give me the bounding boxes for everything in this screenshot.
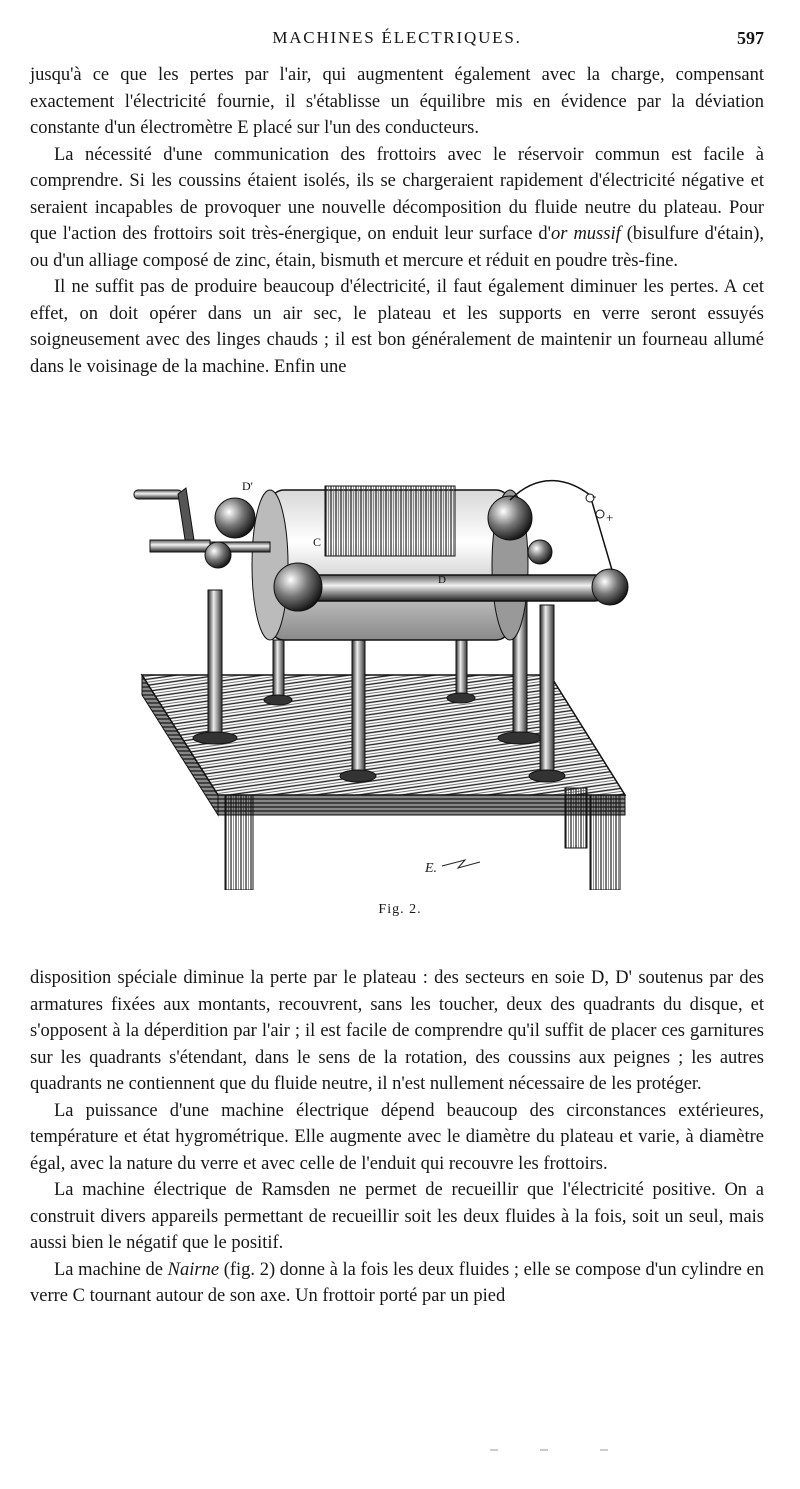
running-title: MACHINES ÉLECTRIQUES.: [272, 28, 522, 47]
figure-nairne-machine: [120, 470, 660, 890]
label-c: C: [313, 535, 322, 549]
engraver-signature: E.: [425, 861, 438, 876]
text-run: (fig. 2) donne à la fois les deux fluides ; elle se compose d'un cylindre en verre C tournant autour de son axe. Un frottoir porté par un pied: [30, 1259, 764, 1306]
label-d-prime: D': [242, 479, 253, 493]
body-text-top: [30, 62, 764, 380]
paragraph-continued: jusqu'à ce que les pertes par l'air, qui augmentent également avec la charge, compensant exactement l'électricité fournie, il s'établisse un équilibre mis en évidence par la déviation constante d'un électromètre E placé sur l'un des conducteurs.: [30, 65, 764, 138]
italic-term: or mussif: [551, 224, 621, 244]
scan-marks: [490, 1448, 630, 1452]
paragraph-nairne: [30, 1257, 764, 1310]
running-head: [30, 28, 764, 54]
paragraph-frottoirs: [30, 142, 764, 275]
text-run: (bisulfure d'étain), ou d'un alliage composé de zinc, étain, bismuth et mercure et réduit en poudre très-fine.: [30, 224, 764, 271]
text-run: La nécessité d'une communication des frottoirs avec le réservoir commun est facile à comprendre. Si les coussins étaient isolés, ils se chargeraient rapidement d'électricité négative et seraient incapables de provoquer une nouvelle décomposition du fluide neutre du plateau. Pour que l'action des frottoirs soit très-énergique, on enduit leur surface d': [30, 144, 764, 244]
page-number: 597: [737, 28, 764, 48]
paragraph-ramsden: La machine électrique de Ramsden ne permet de recueillir que l'électricité positive. On a construit divers appareils permettant de recueillir soit les deux fluides à la fois, soit un seul, mais aussi bien le négatif que le positif.: [30, 1180, 764, 1253]
label-plus: +: [606, 510, 614, 525]
italic-term: Nairne: [167, 1259, 220, 1280]
label-minus: -: [592, 488, 597, 503]
paragraph-pertes: Il ne suffit pas de produire beaucoup d'électricité, il faut également diminuer les pertes. A cet effet, on doit opérer dans un air sec, le plateau et les supports en verre seront essuyés soigneusement avec des linges chauds ; il est bon généralement de maintenir un fourneau allumé dans le voisinage de la machine. Enfin une: [30, 277, 764, 377]
machine-engraving: [120, 470, 660, 890]
paragraph-puissance: La puissance d'une machine électrique dépend beaucoup des circonstances extérieures, température et état hygrométrique. Elle augmente avec le diamètre du plateau et varie, à diamètre égal, avec la nature du verre et avec celle de l'enduit qui recouvre les frottoirs.: [30, 1100, 764, 1174]
figure-caption: Fig. 2.: [378, 902, 422, 917]
text-run: La machine de: [54, 1259, 168, 1280]
body-text-bottom: [30, 965, 764, 1310]
paragraph-continued: disposition spéciale diminue la perte par le plateau : des secteurs en soie D, D' soutenus par des armatures fixées aux montants, recouvrent, sans les toucher, deux des quadrants du disque, et s'opposent à la déperdition par l'air ; il est facile de comprendre qu'il suffit de placer ces garnitures sur les quadrants s'étendant, dans le sens de la rotation, des coussins aux peignes ; les autres quadrants ne contiennent que du fluide neutre, il n'est nullement nécessaire de les protéger.: [30, 968, 764, 1094]
label-d: D: [438, 574, 446, 586]
